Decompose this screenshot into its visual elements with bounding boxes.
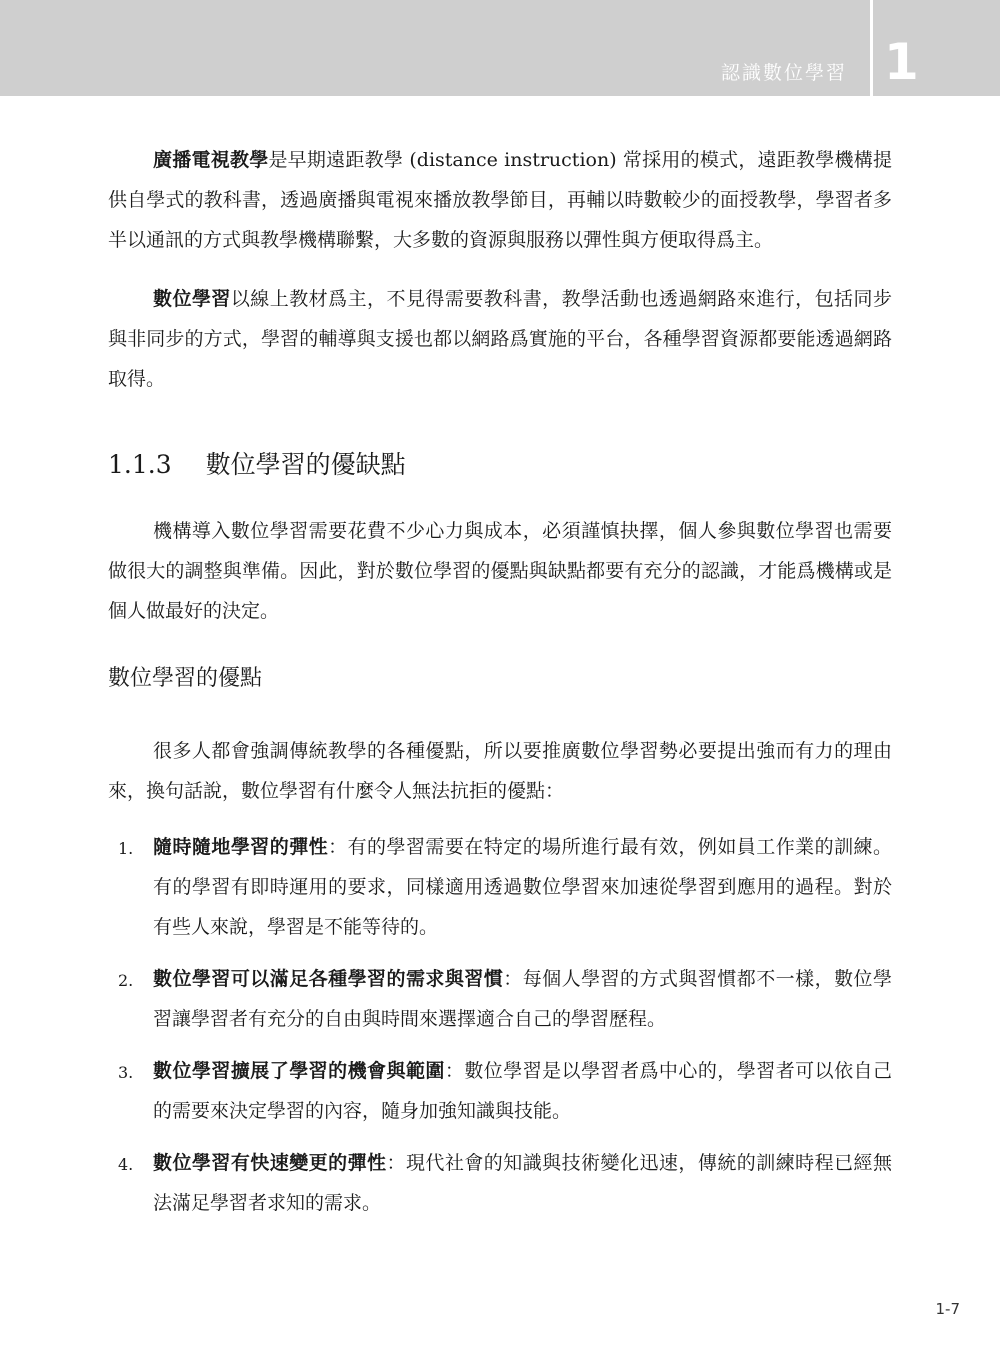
header-divider <box>870 0 873 96</box>
list-item <box>108 1143 892 1223</box>
list-item <box>108 959 892 1039</box>
advantages-list <box>108 827 892 1223</box>
page-content <box>108 140 892 1235</box>
chapter-number: 1 <box>884 33 919 91</box>
list-item-term: 數位學習可以滿足各種學習的需求與習慣 <box>153 968 504 990</box>
list-item-term: 數位學習有快速變更的彈性 <box>153 1152 387 1174</box>
list-item-text: ：有的學習需要在特定的場所進行最有效，例如員工作業的訓練。有的學習有即時運用的要求，同樣適用透過數位學習來加速從學習到應用的過程。對於有些人來說，學習是不能等待的。 <box>153 836 892 938</box>
section-body: 機構導入數位學習需要花費不少心力與成本，必須謹慎抉擇，個人參與數位學習也需要做很大的調整與準備。因此，對於數位學習的優點與缺點都要有充分的認識，才能爲機構或是個人做最好的決定。 <box>108 520 892 622</box>
list-item <box>108 1051 892 1131</box>
subsection-heading: 數位學習的優點 <box>108 666 263 691</box>
list-item-text: ：每個人學習的方式與習慣都不一樣，數位學習讓學習者有充分的自由與時間來選擇適合自己的學習歷程。 <box>153 968 892 1030</box>
section-heading <box>108 443 892 487</box>
term-elearning: 數位學習 <box>153 288 231 310</box>
paragraph-elearning <box>108 279 892 399</box>
term-broadcast-tv: 廣播電視教學 <box>153 149 269 171</box>
page-number: 1-7 <box>935 1300 960 1318</box>
list-item-text: ：數位學習是以學習者爲中心的，學習者可以依自己的需要來決定學習的內容，隨身加強知識與技能。 <box>153 1060 892 1122</box>
chapter-header-bar <box>0 0 1000 96</box>
subsection-intro: 很多人都會強調傳統教學的各種優點，所以要推廣數位學習勢必要提出強而有力的理由來，換句話說，數位學習有什麼令人無法抗拒的優點： <box>108 740 892 802</box>
paragraph-broadcast-tv <box>108 140 892 260</box>
paragraph-text: 以線上教材爲主，不見得需要教科書，教學活動也透過網路來進行，包括同步與非同步的方式，學習的輔導與支援也都以網路爲實施的平台，各種學習資源都要能透過網路取得。 <box>108 288 892 390</box>
list-index: 2. <box>118 971 134 990</box>
list-index: 1. <box>118 839 134 858</box>
section-title: 數位學習的優缺點 <box>205 450 406 479</box>
section-number: 1.1.3 <box>108 450 172 479</box>
list-index: 3. <box>118 1063 134 1082</box>
list-item-term: 數位學習擴展了學習的機會與範圍 <box>153 1060 445 1082</box>
list-item-text: ：現代社會的知識與技術變化迅速，傳統的訓練時程已經無法滿足學習者求知的需求。 <box>153 1152 892 1214</box>
list-index: 4. <box>118 1155 134 1174</box>
chapter-title: 認識數位學習 <box>720 62 847 84</box>
list-item <box>108 827 892 947</box>
paragraph-text: 是早期遠距教學 (distance instruction) 常採用的模式，遠距教學機構提供自學式的教科書，透過廣播與電視來播放教學節目，再輔以時數較少的面授教學，學習者多半以通訊的方式與教學機構聯繫，大多數的資源與服務以彈性與方便取得爲主。 <box>108 149 892 251</box>
list-item-term: 隨時隨地學習的彈性 <box>153 836 329 858</box>
